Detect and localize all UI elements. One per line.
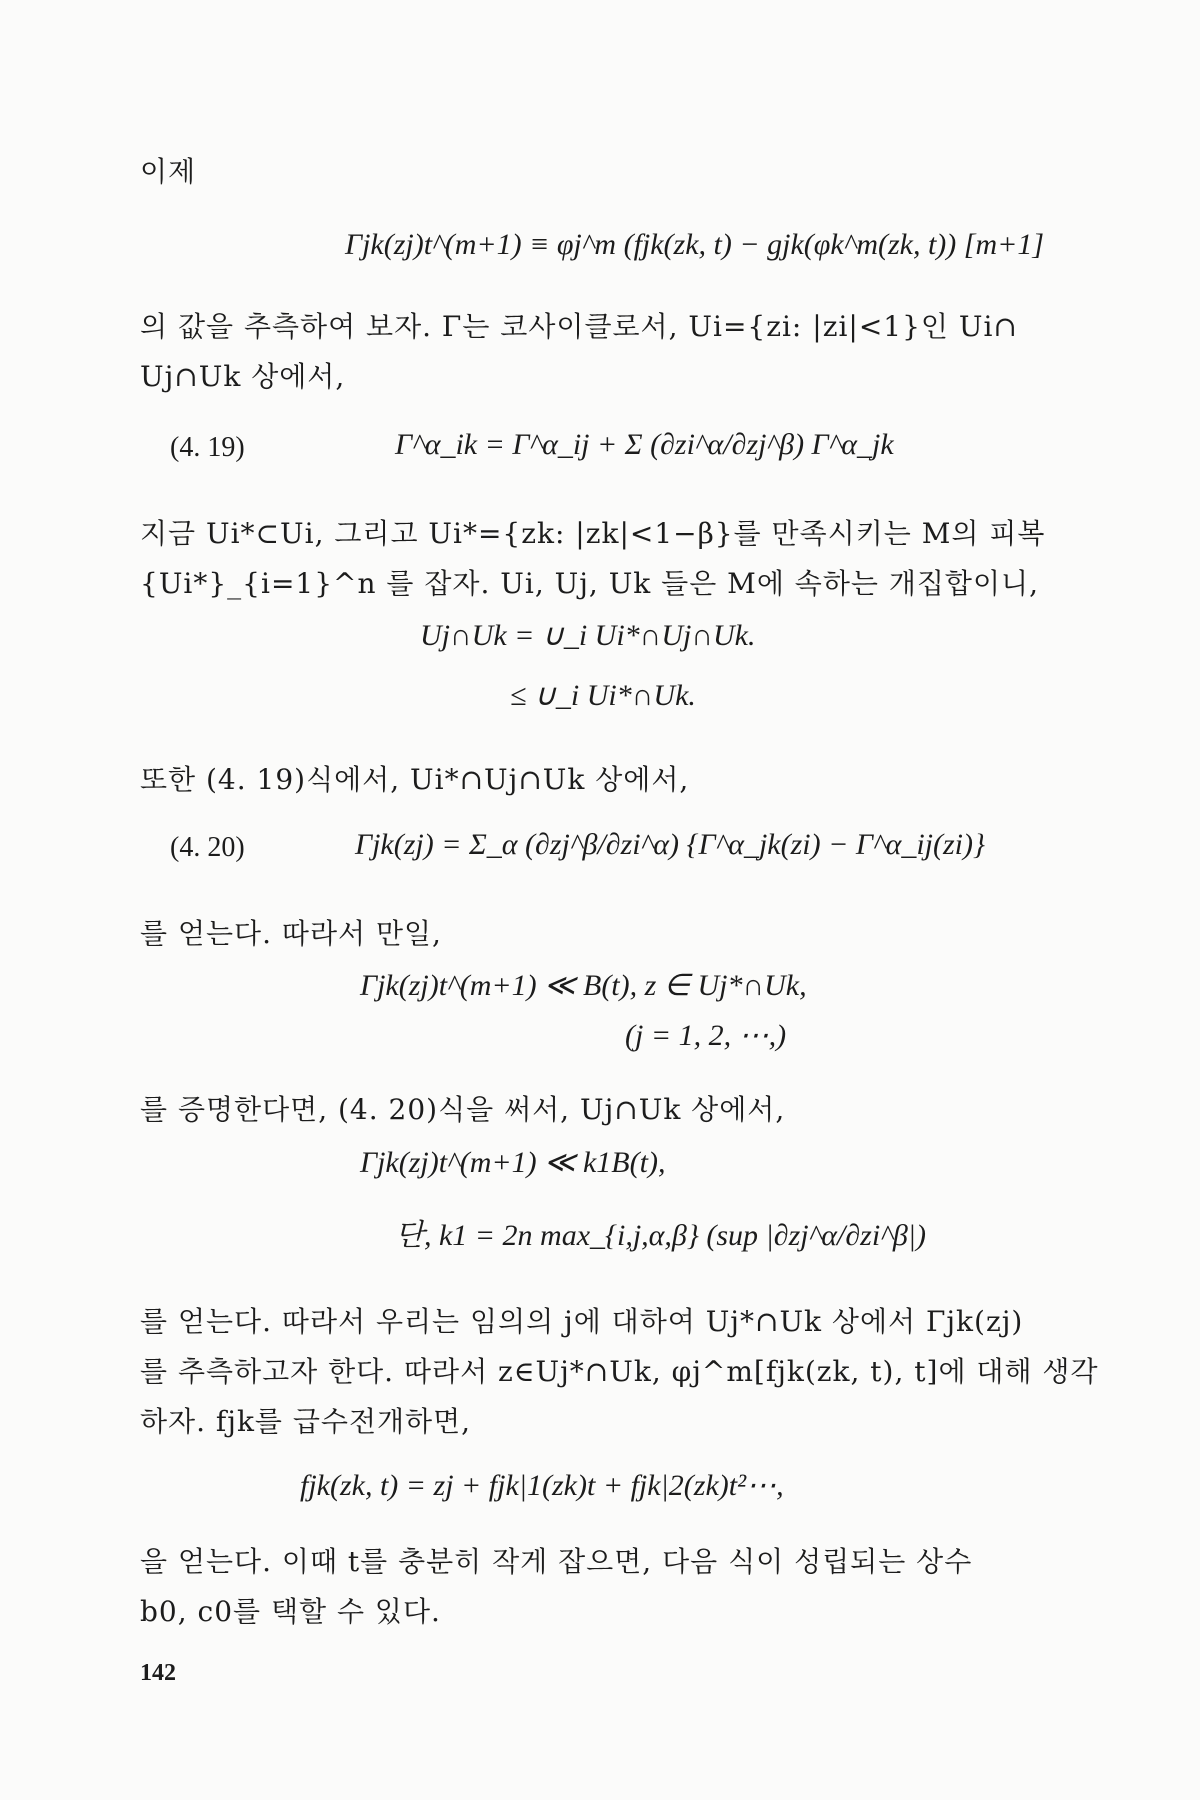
paragraph-line: 하자. fjk를 급수전개하면, — [140, 1405, 472, 1438]
paragraph-line: 을 얻는다. 이때 t를 충분히 작게 잡으면, 다음 식이 성립되는 상수 — [140, 1545, 973, 1578]
paragraph-line: 를 얻는다. 따라서 만일, — [140, 917, 442, 950]
equation-k1-def: 단, k1 = 2n max_{i,j,α,β} (sup |∂zj^α/∂zi^β|) — [395, 1219, 927, 1252]
equation-bound-index: (j = 1, 2, ⋯,) — [625, 1019, 787, 1052]
paragraph-line: 지금 Ui*⊂Ui, 그리고 Ui*={zk: |zk|<1−β}를 만족시키는 M의 피복 — [140, 517, 1046, 550]
equation-series: fjk(zk, t) = zj + fjk|1(zk)t + fjk|2(zk)t²⋯, — [300, 1469, 784, 1502]
paragraph-line: 를 얻는다. 따라서 우리는 임의의 j에 대하여 Uj*∩Uk 상에서 Γjk(zj) — [140, 1305, 1024, 1338]
paragraph-line: b0, c0를 택할 수 있다. — [140, 1595, 441, 1628]
equation-number-4-20: (4. 20) — [170, 832, 245, 863]
equation-bound-2: Γjk(zj)t^(m+1) ≪ k1B(t), — [360, 1146, 666, 1179]
paragraph-line: 의 값을 추측하여 보자. Γ는 코사이클로서, Ui={zi: |zi|<1}인 Ui∩ — [140, 310, 1018, 343]
paragraph-line: 또한 (4. 19)식에서, Ui*∩Uj∩Uk 상에서, — [140, 763, 690, 796]
equation-4-19: Γ^α_ik = Γ^α_ij + Σ (∂zi^α/∂zj^β) Γ^α_jk — [395, 428, 894, 461]
equation-union-2: ≤ ∪_i Ui*∩Uk. — [510, 679, 696, 712]
paragraph-line: 이제 — [140, 155, 197, 188]
paragraph-line: 를 증명한다면, (4. 20)식을 써서, Uj∩Uk 상에서, — [140, 1093, 786, 1126]
equation-union-1: Uj∩Uk = ∪_i Ui*∩Uj∩Uk. — [420, 619, 756, 652]
paragraph-line: Uj∩Uk 상에서, — [140, 360, 346, 393]
page-number: 142 — [140, 1660, 176, 1686]
paragraph-line: {Ui*}_{i=1}^n 를 잡자. Ui, Uj, Uk 들은 M에 속하는 개집합이니, — [140, 567, 1039, 600]
equation-bound-1: Γjk(zj)t^(m+1) ≪ B(t), z ∈ Uj*∩Uk, — [360, 969, 807, 1002]
equation-4-20: Γjk(zj) = Σ_α (∂zj^β/∂zi^α) {Γ^α_jk(zi) − Γ^α_ij(zi)} — [355, 828, 985, 861]
equation-gamma-def: Γjk(zj)t^(m+1) ≡ φj^m (fjk(zk, t) − gjk(φk^m(zk, t)) [m+1] — [345, 228, 1045, 261]
paragraph-line: 를 추측하고자 한다. 따라서 z∈Uj*∩Uk, φj^m[fjk(zk, t), t]에 대해 생각 — [140, 1355, 1099, 1388]
equation-number-4-19: (4. 19) — [170, 432, 245, 463]
